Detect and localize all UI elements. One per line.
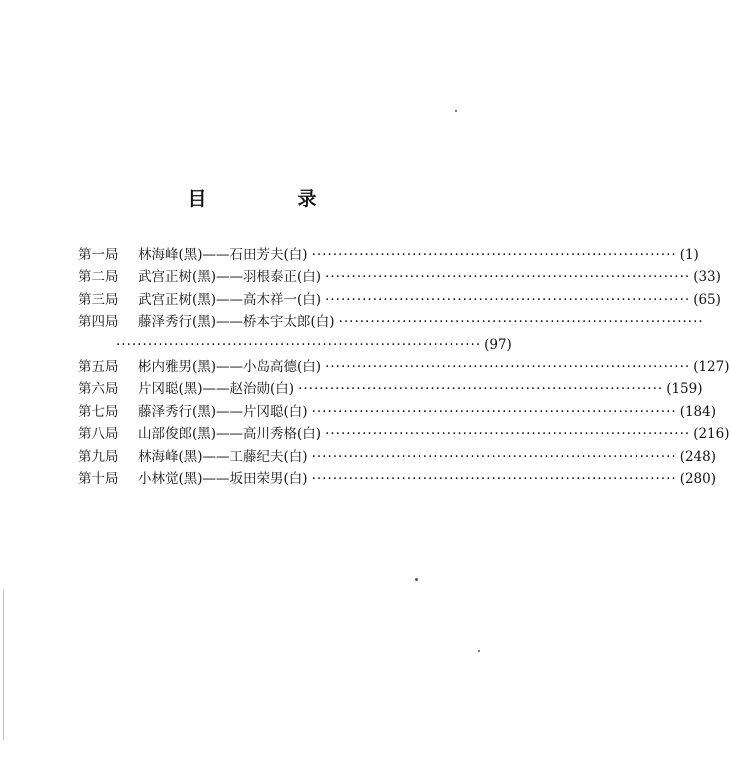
chapter-label: 第五局 <box>78 358 119 375</box>
game-players: 山部俊郎(黑)——高川秀格(白) <box>138 426 322 443</box>
toc-title: 目 录 <box>187 188 353 210</box>
dot-leader: ····································································· <box>311 470 677 487</box>
toc-entry-5[interactable] <box>78 356 730 378</box>
chapter-label: 第六局 <box>78 381 119 398</box>
toc-entry-9[interactable] <box>78 446 716 468</box>
dot-leader: ····································································· <box>311 403 677 420</box>
dot-leader: ····································································· <box>311 448 677 465</box>
game-players: 片冈聪(黑)——赵治勋(白) <box>138 381 295 398</box>
page-number: (280) <box>679 470 716 487</box>
chapter-label: 第一局 <box>78 247 119 263</box>
page-number: (1) <box>679 247 699 263</box>
dot-leader: ····································································· <box>325 358 691 375</box>
scan-speck <box>415 578 418 581</box>
game-players: 藤泽秀行(黑)——片冈聪(白) <box>138 403 308 420</box>
toc-entry-10[interactable] <box>78 468 716 490</box>
game-players: 林海峰(黑)——石田芳夫(白) <box>138 247 308 263</box>
page-number: (184) <box>679 403 716 420</box>
toc-entry-4-continued[interactable] <box>78 334 512 356</box>
game-players: 武宫正树(黑)——高木祥一(白) <box>138 291 322 308</box>
chapter-label: 第八局 <box>78 426 119 443</box>
game-players: 武宫正树(黑)——羽根泰正(白) <box>138 269 322 286</box>
page-number: (97) <box>484 336 512 353</box>
game-players: 藤泽秀行(黑)——桥本宇太郎(白) <box>138 314 335 331</box>
chapter-label: 第二局 <box>78 269 119 286</box>
game-players: 林海峰(黑)——工藤纪夫(白) <box>138 448 308 465</box>
game-players: 彬内雅男(黑)——小岛高德(白) <box>138 358 322 375</box>
page-number: (159) <box>666 381 703 398</box>
dot-leader: ····································································· <box>325 291 691 308</box>
scan-speck <box>455 110 457 112</box>
toc-entry-2[interactable] <box>78 266 721 288</box>
dot-leader: ····································································· <box>298 381 664 398</box>
chapter-label: 第九局 <box>78 448 119 465</box>
game-players: 小林觉(黑)——坂田荣男(白) <box>138 470 308 487</box>
toc-entry-1[interactable] <box>78 244 699 266</box>
dot-leader: ····································································· <box>338 314 704 331</box>
dot-leader: ····································································· <box>325 269 691 286</box>
page-number: (65) <box>693 291 721 308</box>
chapter-label: 第十局 <box>78 470 119 487</box>
scan-speck <box>478 650 480 652</box>
toc-entry-7[interactable] <box>78 401 716 423</box>
chapter-label: 第四局 <box>78 314 119 331</box>
page-number: (248) <box>679 448 716 465</box>
scan-margin-line <box>3 590 4 740</box>
chapter-label: 第七局 <box>78 403 119 420</box>
dot-leader: ····································································· <box>311 247 677 263</box>
table-of-contents <box>78 244 730 490</box>
toc-entry-4[interactable] <box>78 311 704 333</box>
toc-entry-6[interactable] <box>78 378 703 400</box>
dot-leader: ····································································· <box>325 426 691 443</box>
page-number: (216) <box>693 426 730 443</box>
chapter-label: 第三局 <box>78 291 119 308</box>
page-number: (127) <box>693 358 730 375</box>
page-number: (33) <box>693 269 721 286</box>
dot-leader: ····································································· <box>116 336 482 353</box>
toc-entry-8[interactable] <box>78 423 730 445</box>
toc-entry-3[interactable] <box>78 289 721 311</box>
